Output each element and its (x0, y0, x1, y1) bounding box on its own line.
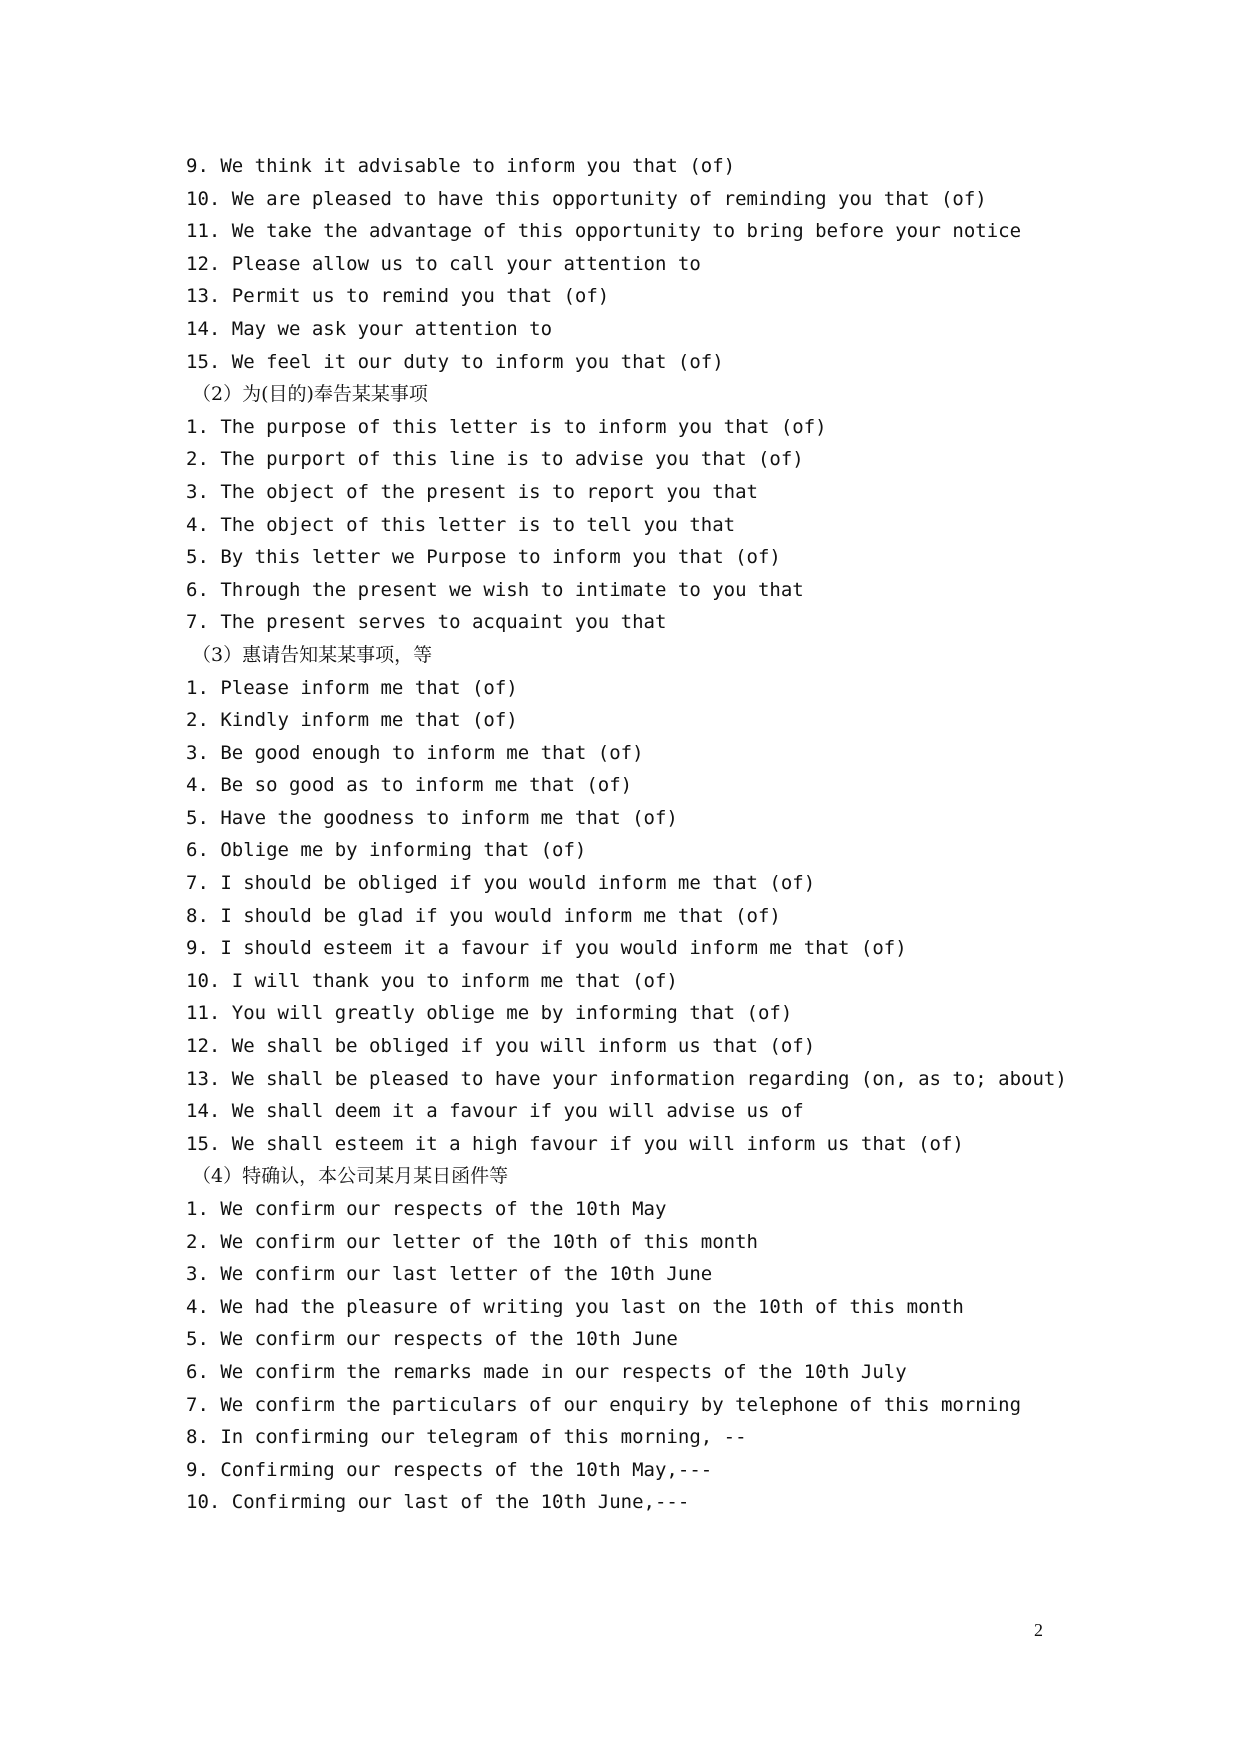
list-item: 2. Kindly inform me that (of) (186, 709, 518, 732)
list-item: 4. We had the pleasure of writing you last on the 10th of this month (186, 1295, 964, 1318)
list-item: 12. We shall be obliged if you will inform us that (of) (186, 1035, 816, 1058)
list-item: 14. May we ask your attention to (186, 317, 553, 340)
list-item: 11. You will greatly oblige me by informing that (of) (186, 1002, 793, 1025)
list-item: 6. We confirm the remarks made in our respects of the 10th July (186, 1360, 907, 1383)
list-item: 13. We shall be pleased to have your information regarding (on, as to; about) (186, 1067, 1067, 1090)
list-item: 14. We shall deem it a favour if you will advise us of (186, 1100, 804, 1123)
list-item: 5. Have the goodness to inform me that (of) (186, 806, 678, 829)
section-heading: （4）特确认，本公司某月某日函件等 (192, 1165, 509, 1188)
list-item: 9. I should esteem it a favour if you would inform me that (of) (186, 937, 907, 960)
list-item: 5. By this letter we Purpose to inform you that (of) (186, 546, 781, 569)
list-item: 6. Through the present we wish to intimate to you that (186, 578, 804, 601)
section-heading: （3）惠请告知某某事项，等 (192, 643, 433, 666)
list-item: 7. The present serves to acquaint you that (186, 611, 667, 634)
list-item: 9. We think it advisable to inform you that (of) (186, 155, 736, 177)
list-item: 1. Please inform me that (of) (186, 676, 518, 699)
list-item: 8. I should be glad if you would inform me that (of) (186, 904, 781, 927)
list-item: 11. We take the advantage of this opportunity to bring before your notice (186, 220, 1022, 243)
page-number: 2 (1034, 1620, 1043, 1640)
list-item: 2. We confirm our letter of the 10th of this month (186, 1230, 758, 1253)
list-item: 9. Confirming our respects of the 10th May,--- (186, 1458, 713, 1481)
list-item: 6. Oblige me by informing that (of) (186, 839, 587, 862)
list-item: 10. I will thank you to inform me that (of) (186, 969, 678, 992)
list-item: 5. We confirm our respects of the 10th June (186, 1328, 678, 1351)
list-item: 10. Confirming our last of the 10th June,--- (186, 1491, 690, 1514)
list-item: 13. Permit us to remind you that (of) (186, 285, 610, 308)
list-item: 8. In confirming our telegram of this morning, -- (186, 1426, 747, 1449)
list-item: 12. Please allow us to call your attention to (186, 252, 701, 275)
list-item: 3. Be good enough to inform me that (of) (186, 741, 644, 764)
list-item: 4. The object of this letter is to tell you that (186, 513, 736, 536)
list-item: 7. We confirm the particulars of our enquiry by telephone of this morning (186, 1393, 1022, 1416)
section-heading: （2）为(目的)奉告某某事项 (192, 383, 428, 406)
list-item: 3. The object of the present is to report you that (186, 480, 758, 503)
list-item: 2. The purport of this line is to advise you that (of) (186, 448, 804, 471)
list-item: 1. We confirm our respects of the 10th May (186, 1198, 667, 1220)
list-item: 1. The purpose of this letter is to inform you that (of) (186, 415, 827, 438)
list-item: 10. We are pleased to have this opportunity of reminding you that (of) (186, 187, 987, 210)
document-body (186, 150, 1086, 1519)
list-item: 15. We feel it our duty to inform you that (of) (186, 350, 724, 373)
list-item: 15. We shall esteem it a high favour if you will inform us that (of) (186, 1132, 964, 1155)
list-item: 3. We confirm our last letter of the 10th June (186, 1263, 713, 1286)
list-item: 7. I should be obliged if you would inform me that (of) (186, 872, 816, 895)
list-item: 4. Be so good as to inform me that (of) (186, 774, 633, 797)
